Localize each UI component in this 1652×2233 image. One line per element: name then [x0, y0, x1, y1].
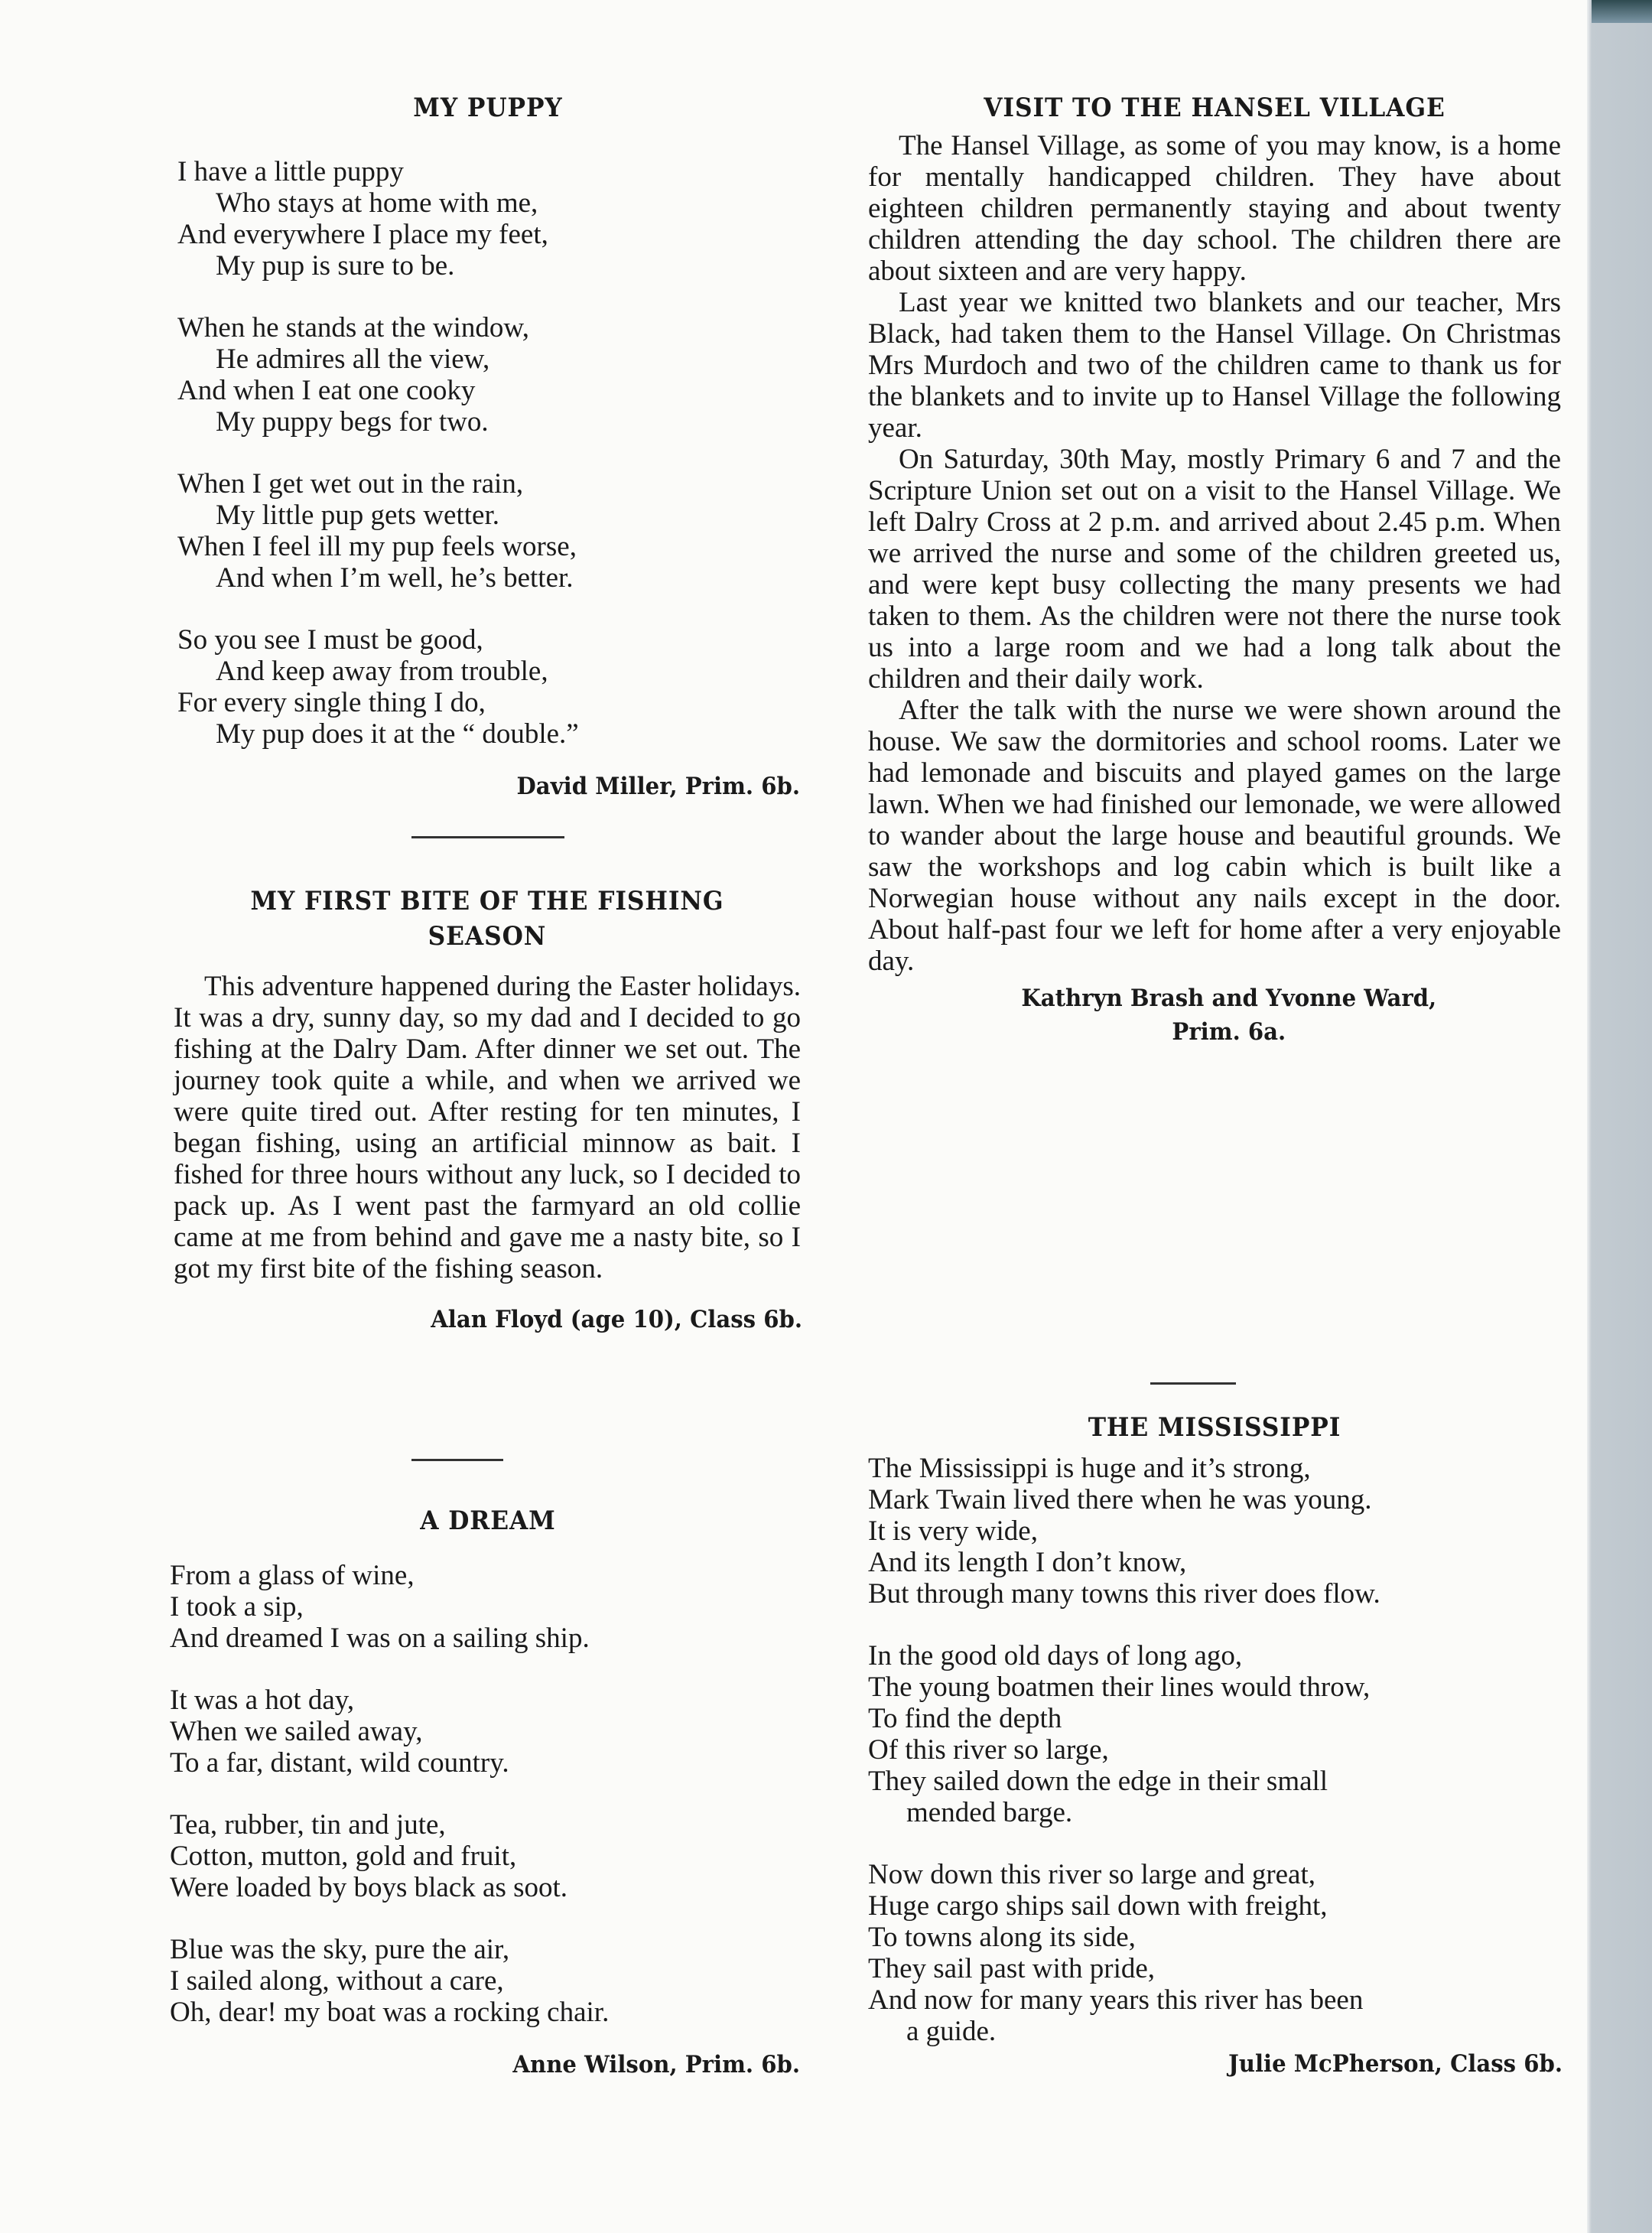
page-edge-shadow — [1587, 0, 1652, 2233]
poem-line: When I get wet out in the rain, — [177, 468, 524, 500]
article-body — [868, 130, 1561, 977]
stanza — [170, 1934, 798, 2028]
poem-line: Of this river so large, — [868, 1734, 1109, 1766]
author-byline: Anne Wilson, Prim. 6b. — [512, 2051, 800, 2078]
poem-body — [868, 1453, 1561, 2047]
poem-line: And now for many years this river has been — [868, 1984, 1364, 2016]
poem-line: When he stands at the window, — [177, 312, 529, 343]
poem-line: When we sailed away, — [170, 1716, 423, 1747]
poem-line: Huge cargo ships sail down with freight, — [868, 1890, 1328, 1922]
poem-line: And keep away from trouble, — [216, 656, 548, 687]
poem-line: My puppy begs for two. — [216, 406, 489, 438]
poem-line: Cotton, mutton, gold and fruit, — [170, 1841, 517, 1872]
poem-line: I took a sip, — [170, 1591, 304, 1623]
paragraph: This adventure happened during the Easter holidays. It was a dry, sunny day, so my dad and I decided to go fishing at the Dalry Dam. After dinner we set out. The journey took quite a while, and when we arrived we were quite tired out. After resting for ten minutes, I began fishing, using an artificial minnow as bait. I fished for three hours without any luck, so I decided to pack up. As I went past the farmyard an old collie came at me from behind and gave me a nasty bite, so I got my first bite of the fishing season. — [174, 971, 801, 1284]
stanza — [868, 1453, 1561, 1610]
poem-line: And when I’m well, he’s better. — [216, 562, 574, 594]
author-byline: Alan Floyd (age 10), Class 6b. — [431, 1306, 802, 1333]
article-title: MY PUPPY — [413, 93, 563, 123]
stanza — [177, 468, 798, 594]
page-edge-top — [1592, 0, 1652, 23]
poem-line: From a glass of wine, — [170, 1560, 415, 1591]
poem-line: Blue was the sky, pure the air, — [170, 1934, 510, 1965]
poem-line: They sailed down the edge in their small — [868, 1766, 1328, 1797]
poem-line: They sail past with pride, — [868, 1953, 1156, 1984]
stanza — [177, 156, 798, 282]
section-divider — [411, 1459, 503, 1461]
article-hansel-village — [868, 90, 1561, 1049]
poem-line: It is very wide, — [868, 1515, 1038, 1547]
poem-line: I sailed along, without a care, — [170, 1965, 504, 1997]
poem-line: He admires all the view, — [216, 343, 490, 375]
poem-line: And dreamed I was on a sailing ship. — [170, 1623, 590, 1654]
poem-line: To a far, distant, wild country. — [170, 1747, 509, 1779]
paragraph: On Saturday, 30th May, mostly Primary 6 and 7 and the Scripture Union set out on a visit to the Hansel Village. We left Dalry Cross at 2 p.m. and arrived about 2.45 p.m. When we arrived the nurse and some of the children greeted us, and were kept busy collecting the many presents we had taken to them. As the children were not there the nurse took us into a large room and we had a long talk about the children and their daily work. — [868, 444, 1561, 695]
article-title-line1: MY FIRST BITE OF THE FISHING — [250, 886, 724, 916]
poem-line: Tea, rubber, tin and jute, — [170, 1809, 446, 1841]
article-title: THE MISSISSIPPI — [1088, 1412, 1341, 1443]
stanza — [170, 1560, 798, 1654]
poem-line: So you see I must be good, — [177, 624, 483, 656]
section-divider — [1150, 1382, 1236, 1385]
poem-line: Oh, dear! my boat was a rocking chair. — [170, 1997, 610, 2028]
poem-line: Who stays at home with me, — [216, 187, 538, 219]
article-fishing — [174, 884, 801, 1336]
poem-line: My pup does it at the “ double.” — [216, 718, 579, 750]
author-byline-line2: Prim. 6a. — [1172, 1018, 1286, 1046]
poem-line: It was a hot day, — [170, 1685, 355, 1716]
poem-body — [170, 1560, 798, 2028]
stanza — [170, 1685, 798, 1779]
poem-line: In the good old days of long ago, — [868, 1640, 1243, 1671]
article-mississippi — [868, 1410, 1561, 2081]
poem-line: Now down this river so large and great, — [868, 1859, 1316, 1890]
article-title: A DREAM — [420, 1505, 556, 1536]
poem-line: The young boatmen their lines would throw, — [868, 1671, 1371, 1703]
poem-line: And everywhere I place my feet, — [177, 219, 548, 250]
poem-line: To towns along its side, — [868, 1922, 1136, 1953]
poem-line: a guide. — [906, 2016, 997, 2047]
stanza — [868, 1859, 1561, 2047]
poem-line: mended barge. — [906, 1797, 1073, 1828]
poem-line: My pup is sure to be. — [216, 250, 455, 282]
section-divider — [411, 836, 564, 838]
poem-line: I have a little puppy — [177, 156, 404, 187]
poem-line: And its length I don’t know, — [868, 1547, 1187, 1578]
paragraph: Last year we knitted two blankets and our teacher, Mrs Black, had taken them to the Hansel Village. On Christmas Mrs Murdoch and two of the children came to thank us for the blankets and to invite up to Hansel Village the following year. — [868, 287, 1561, 444]
stanza — [868, 1640, 1561, 1828]
poem-line: When I feel ill my pup feels worse, — [177, 531, 577, 562]
poem-line: And when I eat one cooky — [177, 375, 476, 406]
article-title: VISIT TO THE HANSEL VILLAGE — [984, 93, 1446, 123]
article-my-puppy — [177, 90, 798, 803]
stanza — [177, 624, 798, 750]
article-title-line2: SEASON — [428, 921, 547, 952]
paragraph: The Hansel Village, as some of you may know, is a home for mentally handicapped children. They have about eighteen children permanently staying and about twenty children attending the day school. The children there are about sixteen and are very happy. — [868, 130, 1561, 287]
poem-line: My little pup gets wetter. — [216, 500, 499, 531]
paragraph: After the talk with the nurse we were shown around the house. We saw the dormitories and school rooms. Later we had lemonade and biscuits and played games on the large lawn. When we had finished our lemonade, we were allowed to wander about the large house and beautiful grounds. We saw the workshops and log cabin which is built like a Norwegian house without any nails except in the door. About half-past four we left for home after a very enjoyable day. — [868, 695, 1561, 977]
article-body — [174, 971, 801, 1284]
article-a-dream — [170, 1503, 800, 2082]
poem-line: But through many towns this river does flow. — [868, 1578, 1380, 1610]
stanza — [170, 1809, 798, 1903]
author-byline: David Miller, Prim. 6b. — [516, 773, 800, 800]
poem-line: Mark Twain lived there when he was young. — [868, 1484, 1372, 1515]
poem-body — [177, 156, 798, 750]
poem-line: The Mississippi is huge and it’s strong, — [868, 1453, 1311, 1484]
stanza — [177, 312, 798, 438]
poem-line: To find the depth — [868, 1703, 1062, 1734]
author-byline-line1: Kathryn Brash and Yvonne Ward, — [1021, 985, 1437, 1012]
author-byline: Julie McPherson, Class 6b. — [1228, 2050, 1563, 2078]
poem-line: For every single thing I do, — [177, 687, 486, 718]
poem-line: Were loaded by boys black as soot. — [170, 1872, 568, 1903]
